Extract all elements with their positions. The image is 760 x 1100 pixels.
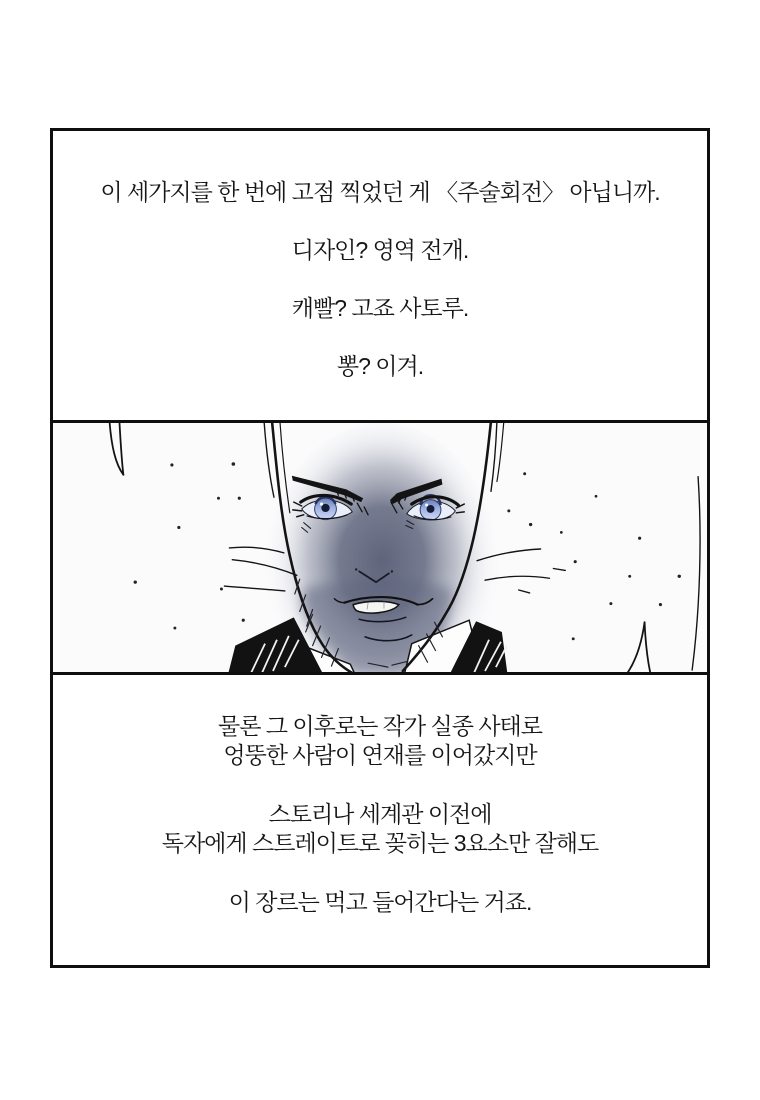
narration-paragraph — [53, 800, 707, 858]
face-illustration — [53, 423, 707, 672]
narration-bottom-block — [53, 675, 707, 965]
manga-panel — [53, 420, 707, 675]
narration-line: 물론 그 이후로는 작가 실종 사태로 — [217, 713, 542, 739]
narration-line: 이 장르는 먹고 들어간다는 거죠. — [228, 889, 532, 915]
webtoon-page-frame — [50, 128, 710, 968]
narration-line: 디자인? 영역 전개. — [291, 237, 469, 263]
narration-line: 스토리나 세계관 이전에 — [268, 801, 492, 827]
narration-line: 캐빨? 고죠 사토루. — [291, 295, 469, 321]
narration-paragraph — [53, 712, 707, 770]
narration-line: 뽕? 이겨. — [336, 353, 424, 379]
narration-paragraph — [53, 888, 707, 917]
narration-line: 엉뚱한 사람이 연재를 이어갔지만 — [223, 742, 537, 768]
narration-line: 이 세가지를 한 번에 고점 찍었던 게 〈주술회전〉 아닙니까. — [100, 179, 660, 205]
narration-top-block — [53, 131, 707, 420]
narration-line: 독자에게 스트레이트로 꽂히는 3요소만 잘해도 — [161, 830, 599, 856]
